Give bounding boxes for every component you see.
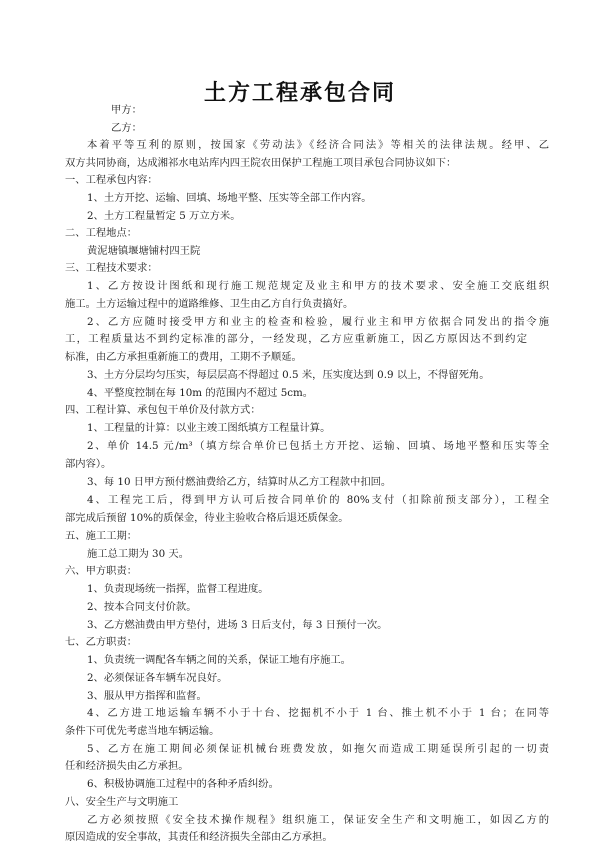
section-heading: 三、工程技术要求： (65, 262, 158, 274)
section-heading: 八、安全生产与文明施工 (65, 796, 179, 808)
clause-line: 施工总工期为 30 天。 (87, 548, 190, 560)
clause-line: 1、负责统一调配各车辆之间的关系，保证工地有序施工。 (87, 654, 351, 666)
clause-line: 1、土方开挖、运输、回填、场地平整、压实等全部工作内容。 (87, 192, 372, 204)
clause-line: 4、工程完工后，得到甲方认可后按合同单价的 80%支付（扣除前预支部分），工程全 (87, 494, 549, 506)
clause-line: 原因造成的安全事故，其责任和经济损失全部由乙方承担。 (65, 831, 333, 843)
clause-line: 2、土方工程量暂定 5 万立方米。 (87, 210, 241, 222)
section-heading: 七、乙方职责： (65, 636, 138, 648)
clause-line: 标准，由乙方承担重新施工的费用，工期不予顺延。 (65, 351, 302, 363)
clause-line: 乙方必须按照《安全技术操作规程》组织施工，保证安全生产和文明施工，如因乙方的 (87, 814, 549, 826)
clause-line: 4、乙方进工地运输车辆不小于十台、挖掘机不小于 1 台、推土机不小于 1 台；在同等 (87, 707, 549, 719)
clause-line: 黄泥塘镇堰塘铺村四王院 (87, 245, 201, 257)
section-heading: 六、甲方职责： (65, 565, 138, 577)
clause-line: 4、平整度控制在每 10m 的范围内不超过 5cm。 (87, 387, 314, 399)
clause-line: 1、乙方按设计图纸和现行施工规范规定及业主和甲方的技术要求、安全施工交底组织 (87, 280, 549, 292)
clause-line: 工，工程质量达不到约定标准的部分，一经发现，乙方应重新施工，因乙方原因达不到约定 (65, 333, 527, 345)
section-heading: 四、工程计算、承包包干单价及付款方式： (65, 404, 261, 416)
clause-line: 2、乙方应随时接受甲方和业主的检查和检验，履行业主和甲方依据合同发出的指令施 (87, 316, 549, 328)
clause-line: 条件下可优先考虑当地车辆运输。 (65, 725, 220, 737)
clause-line: 1、负责现场统一指挥，监督工程进度。 (87, 583, 269, 595)
clause-line: 1、工程量的计算：以业主竣工图纸填方工程量计算。 (87, 422, 331, 434)
clause-line: 2、按本合同支付价款。 (87, 601, 197, 613)
clause-line: 2、单价 14.5 元/m³（填方综合单价已包括土方开挖、运输、回填、场地平整和压实等全 (87, 440, 549, 452)
section-heading: 五、施工工期： (65, 530, 138, 542)
clause-line: 3、每 10 日甲方预付燃油费给乙方，结算时从乙方工程款中扣回。 (87, 476, 392, 488)
preamble-line: 双方共同协商，达成湘祁水电站库内四王院农田保护工程施工项目承包合同协议如下： (65, 157, 457, 169)
section-heading: 一、工程承包内容： (65, 174, 158, 186)
clause-line: 3、乙方燃油费由甲方垫付，进场 3 日后支付，每 3 日预付一次。 (87, 619, 388, 631)
clause-line: 施工。土方运输过程中的道路维修、卫生由乙方自行负责搞好。 (65, 298, 354, 310)
clause-line: 3、土方分层均匀压实，每层层高不得超过 0.5 米，压实度达到 0.9 以上，不得留死角。 (87, 369, 490, 381)
clause-line: 5、乙方在施工期间必须保证机械台班费发放，如拖欠而造成工期延误所引起的一切责 (87, 743, 549, 755)
contract-title: 土方工程承包合同 (203, 81, 396, 106)
clause-line: 任和经济损失由乙方承担。 (65, 760, 189, 772)
clause-line: 部内容）。 (65, 458, 112, 470)
preamble-line: 本着平等互利的原则，按国家《劳动法》《经济合同法》等相关的法律法规。经甲、乙 (87, 139, 549, 151)
clause-line: 部完成后预留 10%的质保金，待业主验收合格后退还质保金。 (65, 512, 349, 524)
clause-line: 2、必须保证各车辆车况良好。 (87, 672, 228, 684)
party-a-label: 甲方： (111, 104, 142, 116)
clause-line: 3、服从甲方指挥和监督。 (87, 690, 207, 702)
section-heading: 二、工程地点： (65, 227, 138, 239)
clause-line: 6、积极协调施工过程中的各种矛盾纠纷。 (87, 778, 279, 790)
party-b-label: 乙方： (111, 122, 142, 134)
